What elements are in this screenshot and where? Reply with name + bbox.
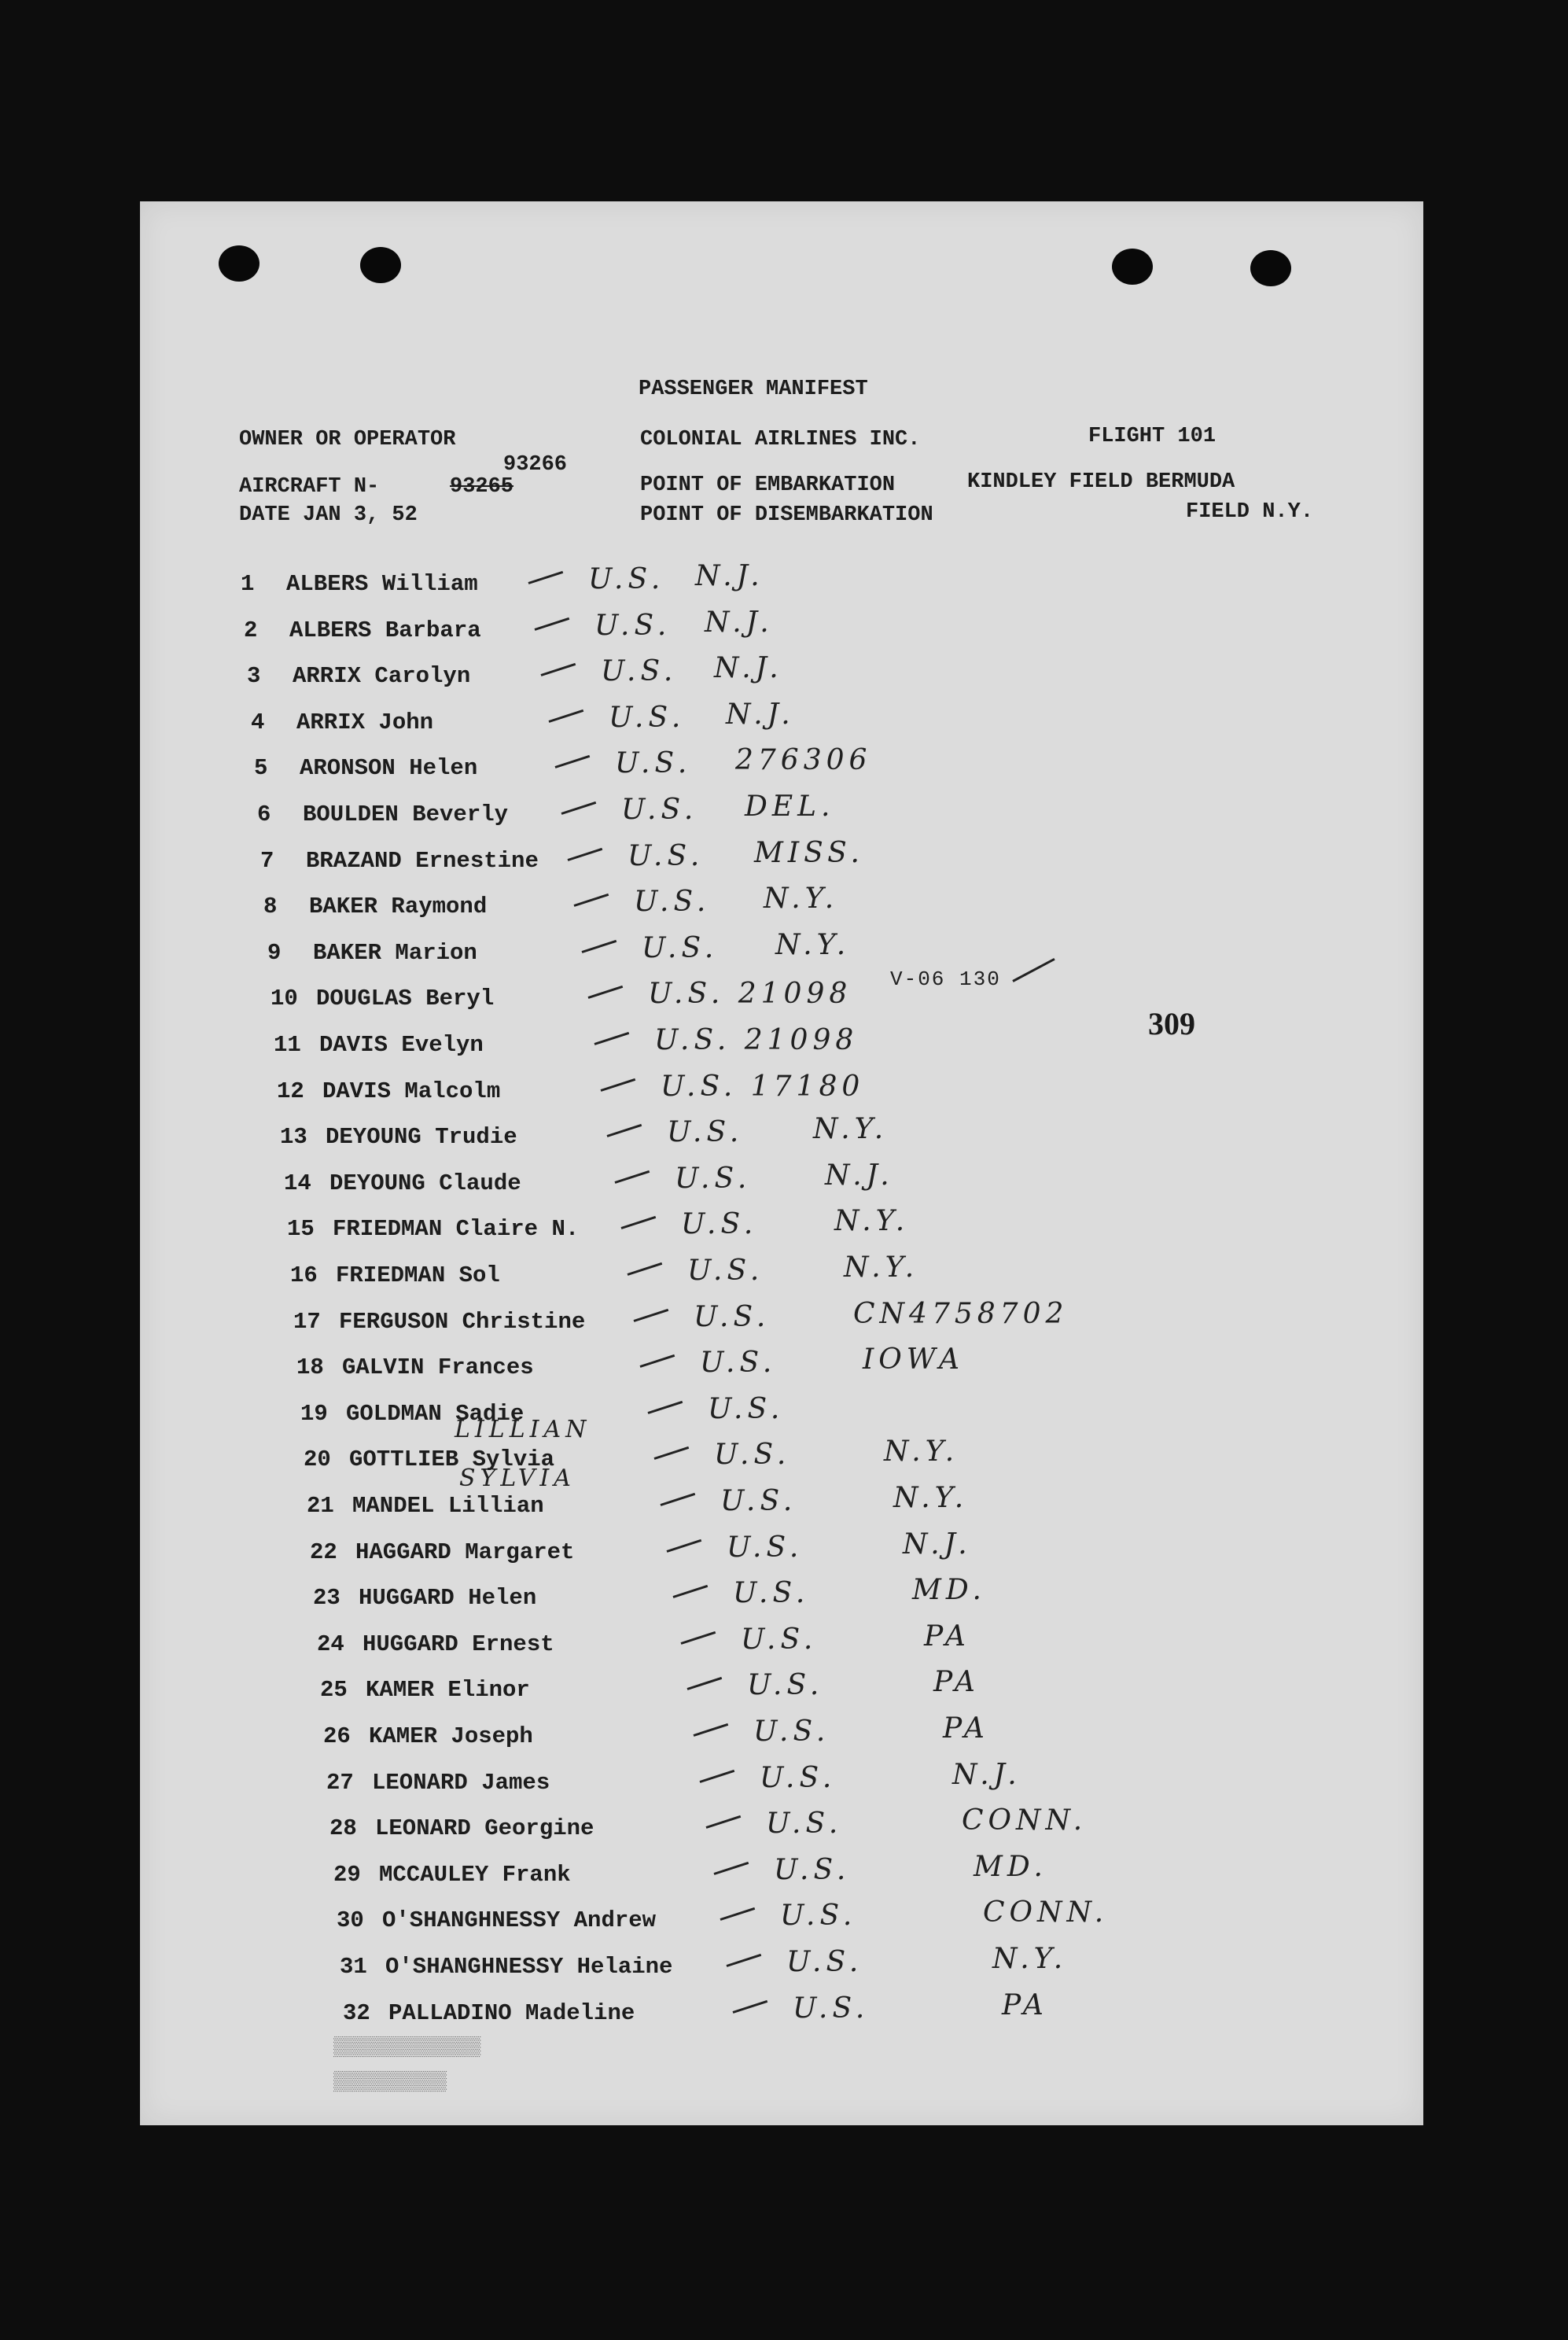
passenger-number: 15 [287, 1216, 315, 1243]
passenger-name: HUGGARD Helen [359, 1585, 537, 1612]
citizenship: U.S. [793, 1992, 870, 2025]
passenger-name: LEONARD James [372, 1769, 550, 1796]
passenger-number: 6 [257, 801, 271, 827]
disembarkation-label: POINT OF DISEMBARKATION [640, 503, 933, 527]
citizenship: U.S. [741, 1623, 818, 1656]
passenger-name: BAKER Marion [313, 939, 477, 966]
check-mark [601, 1078, 636, 1091]
citizenship: U.S. 17180 [661, 1070, 865, 1103]
aircraft-label: AIRCRAFT N- [239, 475, 380, 499]
disembarkation-value: FIELD N.Y. [1186, 500, 1314, 524]
citizenship: U.S. [720, 1485, 797, 1517]
residence: PA [943, 1712, 989, 1745]
passenger-name: BRAZAND Ernestine [306, 847, 539, 874]
manifest-title: PASSENGER MANIFEST [639, 378, 868, 401]
passenger-number: 29 [333, 1861, 361, 1888]
residence: N.J. [903, 1527, 972, 1561]
illegible-stamp: ▒▒▒▒▒▒▒▒▒▒ [333, 2072, 447, 2093]
citizenship: U.S. [753, 1715, 830, 1748]
aircraft-struck-number: 93265 [450, 475, 514, 499]
passenger-name: LEONARD Georgine [375, 1815, 594, 1842]
passenger-number: 17 [293, 1308, 321, 1335]
residence: PA [933, 1666, 980, 1699]
passenger-name: DAVIS Evelyn [319, 1032, 484, 1058]
illegible-stamp: ▒▒▒▒▒▒▒▒▒▒▒▒▒ [333, 2037, 481, 2058]
passenger-name: O'SHANGHNESSY Helaine [385, 1954, 673, 1980]
passenger-name: MANDEL Lillian [352, 1493, 544, 1519]
check-mark [535, 617, 570, 630]
citizenship: U.S. [642, 931, 719, 964]
punch-hole [219, 245, 259, 282]
citizenship: U.S. [694, 1300, 771, 1333]
passenger-number: 4 [251, 709, 265, 735]
passenger-name: BOULDEN Beverly [303, 801, 509, 827]
citizenship: U.S. [588, 563, 665, 595]
check-mark [733, 1999, 768, 2013]
citizenship: U.S. [733, 1577, 810, 1610]
page-number: 309 [1148, 1006, 1195, 1041]
residence: N.J. [726, 698, 795, 731]
check-mark [561, 801, 597, 815]
passenger-name: ARRIX John [296, 709, 434, 735]
check-mark [673, 1585, 709, 1598]
passenger-name: BAKER Raymond [309, 894, 488, 920]
residence: N.Y. [992, 1943, 1068, 1975]
check-mark [714, 1862, 749, 1875]
check-mark [648, 1401, 683, 1414]
citizenship: U.S. [634, 886, 711, 919]
passenger-name: DEYOUNG Claude [329, 1170, 521, 1196]
check-mark [667, 1539, 702, 1552]
passenger-number: 18 [296, 1354, 324, 1381]
check-mark [541, 663, 576, 676]
owner-label: OWNER OR OPERATOR [239, 428, 456, 451]
check-mark [681, 1631, 716, 1645]
citizenship: U.S. [594, 609, 672, 642]
check-mark [640, 1354, 675, 1368]
citizenship: U.S. 21098 [654, 1024, 859, 1056]
punch-hole [360, 247, 401, 283]
check-mark [574, 894, 609, 907]
citizenship: U.S. [675, 1162, 752, 1195]
check-mark [621, 1216, 657, 1229]
passenger-number: 25 [320, 1677, 348, 1704]
owner-value: COLONIAL AIRLINES INC. [640, 428, 921, 451]
citizenship: U.S. [609, 701, 686, 734]
citizenship: U.S. [708, 1392, 785, 1425]
passenger-number: 21 [307, 1493, 334, 1519]
residence: N.Y. [834, 1205, 910, 1238]
passenger-name: ALBERS Barbara [289, 617, 481, 643]
citizenship: U.S. [667, 1116, 744, 1149]
side-note: V-06 130 [890, 967, 1001, 991]
residence: N.Y. [813, 1113, 889, 1146]
passenger-name: DAVIS Malcolm [322, 1078, 501, 1104]
passenger-number: 26 [323, 1723, 351, 1749]
passenger-number: 12 [277, 1078, 304, 1104]
passenger-number: 5 [254, 755, 268, 782]
residence: N.J. [705, 606, 774, 639]
embarkation-value: KINDLEY FIELD BERMUDA [967, 470, 1235, 494]
aircraft-number: 93266 [503, 453, 568, 477]
passenger-name: DOUGLAS Beryl [316, 986, 495, 1012]
residence: N.J. [952, 1758, 1021, 1791]
passenger-name: KAMER Elinor [366, 1677, 530, 1704]
check-mark [568, 847, 603, 860]
residence: CONN. [983, 1896, 1109, 1929]
residence: MD. [912, 1574, 986, 1607]
citizenship: U.S. [760, 1761, 837, 1794]
check-mark [588, 986, 624, 999]
passenger-number: 13 [280, 1124, 307, 1151]
passenger-number: 20 [304, 1446, 331, 1473]
citizenship: U.S. [714, 1439, 791, 1472]
passenger-number: 27 [326, 1769, 354, 1796]
passenger-number: 32 [343, 1999, 370, 2026]
check-mark [654, 1446, 690, 1460]
check-mark [528, 571, 564, 584]
passenger-number: 10 [271, 986, 298, 1012]
passenger-name: FRIEDMAN Claire N. [333, 1216, 580, 1243]
passenger-number: 14 [284, 1170, 311, 1196]
passenger-number: 23 [313, 1585, 340, 1612]
passenger-name: FERGUSON Christine [339, 1308, 586, 1335]
passenger-name: PALLADINO Madeline [388, 1999, 635, 2026]
flight-number: FLIGHT 101 [1088, 425, 1216, 448]
passenger-name: GOLDMAN Sadie [346, 1400, 525, 1427]
residence: PA [1002, 1988, 1048, 2021]
check-mark [615, 1170, 650, 1184]
passenger-number: 24 [317, 1631, 344, 1657]
check-mark [634, 1308, 669, 1321]
citizenship: U.S. [766, 1808, 843, 1841]
passenger-number: 28 [329, 1815, 357, 1842]
citizenship: U.S. [786, 1946, 863, 1978]
passenger-number: 3 [247, 663, 261, 690]
passenger-name: GOTTLIEB Sylvia [349, 1446, 555, 1473]
citizenship: U.S. [601, 655, 678, 688]
passenger-number: 2 [244, 617, 258, 643]
citizenship: U.S. [681, 1208, 758, 1241]
residence: MISS. [754, 836, 864, 869]
passenger-number: 1 [241, 571, 255, 597]
check-mark [607, 1124, 642, 1137]
passenger-name: KAMER Joseph [369, 1723, 533, 1749]
passenger-number: 22 [310, 1539, 337, 1565]
passenger-name: ARONSON Helen [300, 755, 478, 782]
check-mark [555, 755, 591, 768]
passenger-number: 19 [300, 1400, 328, 1427]
passenger-number: 7 [260, 847, 274, 874]
residence: DEL. [745, 790, 835, 823]
citizenship: U.S. [615, 747, 692, 780]
check-mark [720, 1907, 756, 1921]
residence: CONN. [962, 1804, 1088, 1837]
residence: N.Y. [893, 1482, 969, 1514]
residence: IOWA [863, 1343, 964, 1376]
handwritten-insert: SYLVIA [459, 1465, 576, 1492]
residence: MD. [974, 1850, 1047, 1883]
citizenship: U.S. [780, 1900, 857, 1933]
residence: N.J. [695, 560, 764, 592]
citizenship: U.S. [700, 1347, 777, 1380]
check-mark [687, 1677, 723, 1690]
residence: N.Y. [884, 1435, 959, 1468]
embarkation-label: POINT OF EMBARKATION [640, 474, 896, 497]
passenger-name: ARRIX Carolyn [293, 663, 471, 690]
check-mark [594, 1032, 630, 1045]
citizenship: U.S. [727, 1531, 804, 1564]
residence: PA [924, 1620, 970, 1653]
residence: N.J. [714, 652, 783, 685]
passenger-name: FRIEDMAN Sol [336, 1262, 500, 1288]
check-mark [661, 1493, 696, 1506]
handwritten-insert: LILLIAN [455, 1416, 591, 1443]
passenger-name: DEYOUNG Trudie [326, 1124, 517, 1151]
citizenship: U.S. [747, 1669, 824, 1702]
citizenship: U.S. 21098 [648, 978, 852, 1011]
residence: CN4758702 [853, 1297, 1069, 1330]
check-mark [706, 1815, 742, 1829]
passenger-name: GALVIN Frances [342, 1354, 534, 1381]
citizenship: U.S. [687, 1255, 764, 1287]
check-mark [700, 1769, 735, 1782]
passenger-name: ALBERS William [286, 571, 478, 597]
passenger-number: 8 [263, 894, 278, 920]
passenger-number: 16 [290, 1262, 318, 1288]
passenger-name: MCCAULEY Frank [379, 1861, 571, 1888]
passenger-name: HAGGARD Margaret [355, 1539, 575, 1565]
citizenship: U.S. [628, 839, 705, 872]
citizenship: U.S. [774, 1853, 851, 1886]
passenger-number: 30 [337, 1907, 364, 1934]
residence: N.Y. [775, 928, 851, 961]
check-mark [628, 1262, 663, 1276]
passenger-number: 9 [267, 939, 282, 966]
check-mark [549, 709, 584, 723]
check-mark [694, 1723, 729, 1737]
side-note-tick [1012, 958, 1055, 982]
passenger-name: O'SHANGHNESSY Andrew [382, 1907, 657, 1934]
residence: 276306 [735, 744, 872, 777]
date-field: DATE JAN 3, 52 [239, 503, 418, 527]
passenger-name: HUGGARD Ernest [363, 1631, 554, 1657]
passenger-number: 11 [274, 1032, 301, 1058]
check-mark [727, 1954, 762, 1967]
punch-hole [1250, 250, 1291, 286]
residence: N.Y. [764, 883, 839, 916]
passenger-number: 31 [340, 1954, 367, 1980]
citizenship: U.S. [621, 794, 698, 826]
residence: N.Y. [844, 1251, 919, 1284]
manifest-page [140, 201, 1423, 2125]
check-mark [582, 940, 617, 953]
residence: N.J. [825, 1159, 894, 1192]
punch-hole [1112, 249, 1153, 285]
